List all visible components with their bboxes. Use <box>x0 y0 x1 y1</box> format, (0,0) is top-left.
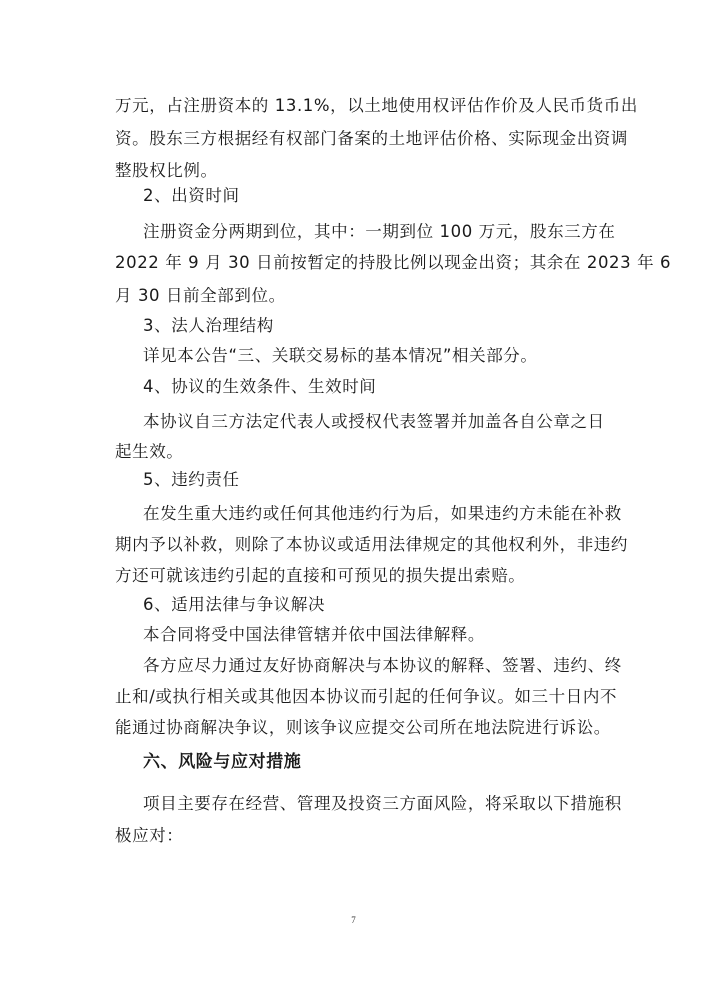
body-text-line: 本协议自三方法定代表人或授权代表签署并加盖各自公章之日 <box>143 412 605 431</box>
body-text-line: 资。股东三方根据经有权部门备案的土地评估价格、实际现金出资调 <box>115 129 628 148</box>
body-text-line: 止和/或执行相关或其他因本协议而引起的任何争议。如三十日内不 <box>115 687 618 706</box>
section-heading: 4、协议的生效条件、生效时间 <box>143 377 377 396</box>
body-text-line: 极应对： <box>115 826 184 845</box>
body-text-line: 起生效。 <box>115 442 184 461</box>
body-text-line: 注册资金分两期到位，其中：一期到位 100 万元，股东三方在 <box>143 222 616 241</box>
section-heading: 3、法人治理结构 <box>143 316 274 335</box>
body-text-line: 方还可就该违约引起的直接和可预见的损失提出索赔。 <box>115 566 526 585</box>
page-number: 7 <box>351 915 356 925</box>
section-heading: 6、适用法律与争议解决 <box>143 595 326 614</box>
body-text-line: 期内予以补救，则除了本协议或适用法律规定的其他权利外，非违约 <box>115 535 628 554</box>
body-text-line: 万元，占注册资本的 13.1%，以土地使用权评估作价及人民币货币出 <box>115 96 638 115</box>
body-text-line: 整股权比例。 <box>115 161 218 180</box>
body-text-line: 各方应尽力通过友好协商解决与本协议的解释、签署、违约、终 <box>143 656 622 675</box>
section-heading: 5、违约责任 <box>143 470 240 489</box>
body-text-line: 在发生重大违约或任何其他违约行为后，如果违约方未能在补救 <box>143 504 622 523</box>
body-text-line: 详见本公告“三、关联交易标的基本情况”相关部分。 <box>143 346 538 365</box>
section-heading: 2、出资时间 <box>143 186 240 205</box>
chapter-heading: 六、风险与应对措施 <box>143 752 302 772</box>
body-text-line: 2022 年 9 月 30 日前按暂定的持股比例以现金出资；其余在 2023 年 6 <box>115 253 672 272</box>
body-text-line: 月 30 日前全部到位。 <box>115 286 286 305</box>
body-text-line: 项目主要存在经营、管理及投资三方面风险，将采取以下措施积 <box>143 794 622 813</box>
body-text-line: 能通过协商解决争议，则该争议应提交公司所在地法院进行诉讼。 <box>115 718 611 737</box>
body-text-line: 本合同将受中国法律管辖并依中国法律解释。 <box>143 625 485 644</box>
